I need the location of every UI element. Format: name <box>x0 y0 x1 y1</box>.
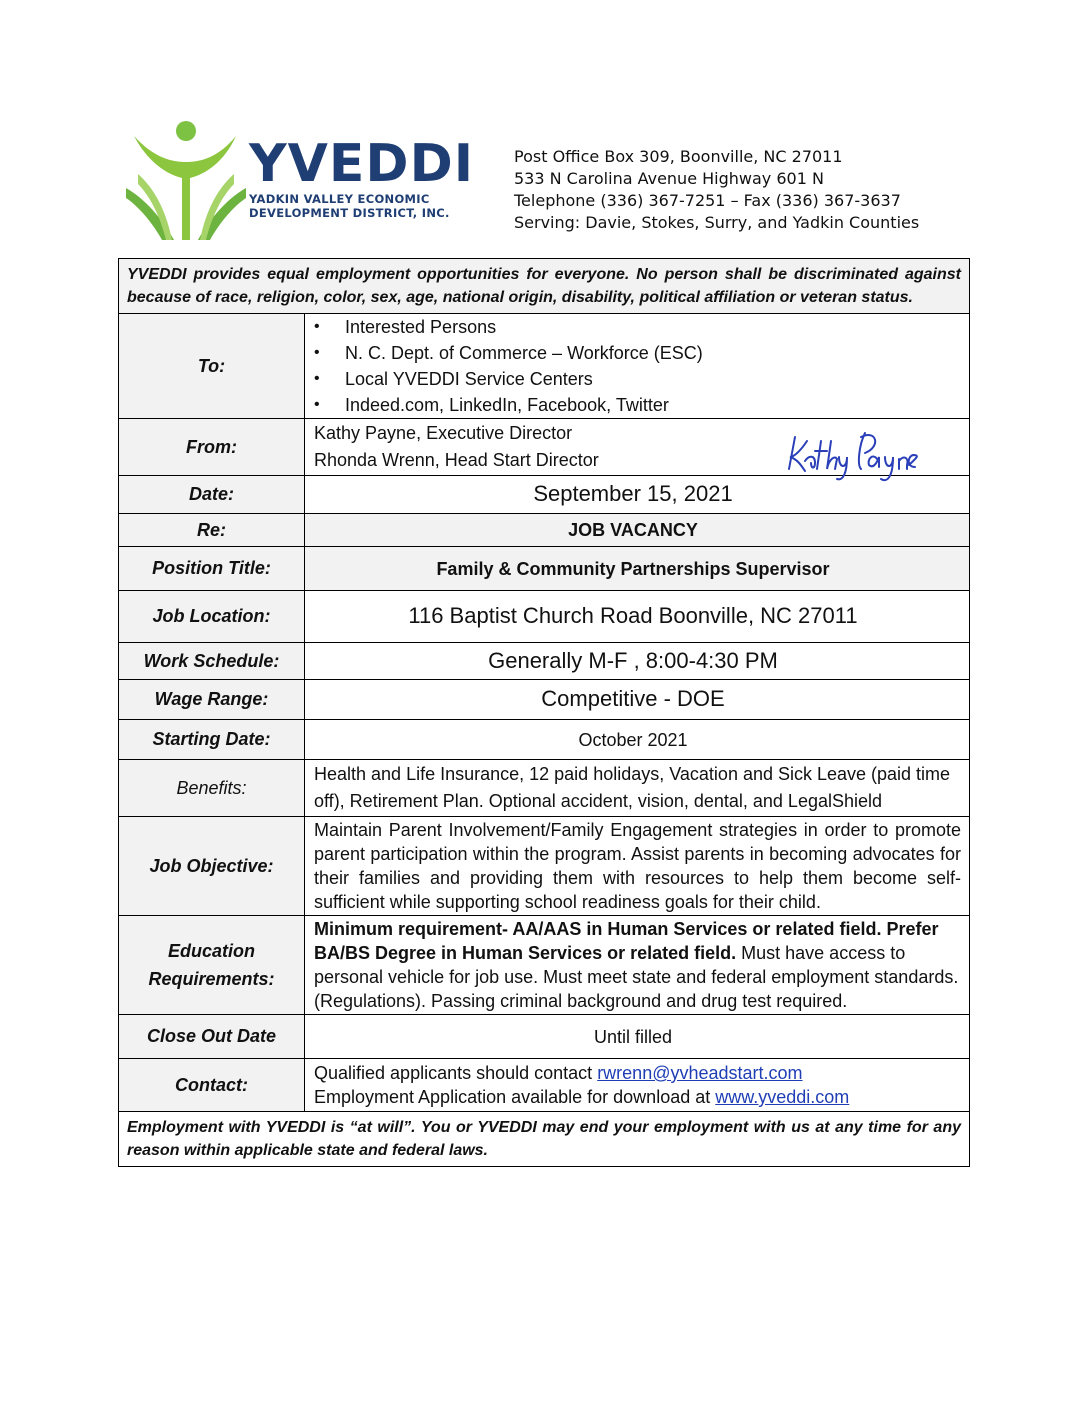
contact-value <box>305 1059 970 1112</box>
benefits-label: Benefits: <box>119 760 305 817</box>
education-label-line1: Education <box>167 941 255 961</box>
to-recipients <box>305 314 970 419</box>
starting-date-label: Starting Date: <box>119 720 305 760</box>
education-minimum: Minimum requirement- AA/AAS in Human Services or related field. <box>314 919 887 939</box>
address-line: Telephone (336) 367-7251 – Fax (336) 367-3637 <box>514 191 901 210</box>
wage-range-value <box>305 680 970 720</box>
logo-name: YVEDDI <box>249 134 475 194</box>
from-line-2: Rhonda Wrenn, Head Start Director <box>314 450 599 470</box>
job-location-value <box>305 591 970 643</box>
wage-range-label: Wage Range: <box>119 680 305 720</box>
job-location-label: Job Location: <box>119 591 305 643</box>
job-location-text: 116 Baptist Church Road Boonville, NC 27011 <box>408 603 858 628</box>
starting-date-value: October 2021 <box>305 720 970 760</box>
recipient-item: • N. C. Dept. of Commerce – Workforce (ESC) <box>314 340 961 366</box>
job-objective-value: Maintain Parent Involvement/Family Engagement strategies in order to promote parent participation within the program. Assist parents in becoming advocates for their families and providing them with resources to help them become self-sufficient while supporting school readiness goals for their child. <box>305 817 970 916</box>
logo-subtitle-line1: YADKIN VALLEY ECONOMIC <box>249 192 430 206</box>
close-out-date-value: Until filled <box>305 1015 970 1059</box>
leaf-person-icon <box>124 118 249 242</box>
contact-email-link[interactable]: rwrenn@yvheadstart.com <box>597 1063 803 1083</box>
address-line: 533 N Carolina Avenue Highway 601 N <box>514 169 824 188</box>
address-block <box>514 146 919 234</box>
address-line: Serving: Davie, Stokes, Surry, and Yadkin Counties <box>514 213 920 232</box>
contact-label: Contact: <box>119 1059 305 1112</box>
work-schedule-text: Generally M-F , 8:00-4:30 PM <box>488 647 778 673</box>
equal-opportunity-notice: YVEDDI provides equal employment opportunities for everyone. No person shall be discriminated against because of race, religion, color, sex, age, national origin, disability, political affiliation or veteran status. <box>119 259 970 314</box>
work-schedule-label: Work Schedule: <box>119 643 305 680</box>
at-will-notice: Employment with YVEDDI is “at will”. You or YVEDDI may end your employment with us at any time for any reason within applicable state and federal laws. <box>119 1112 970 1167</box>
education-other: Must have access to personal vehicle for job use. Must meet state and federal employment standards. (Regulations). Passing criminal background and drug test required. <box>314 943 959 1011</box>
contact-line2-text: Employment Application available for download at <box>314 1087 716 1107</box>
from-line-1: Kathy Payne, Executive Director <box>314 423 573 443</box>
website-link[interactable]: www.yveddi.com <box>715 1087 850 1107</box>
position-title-label: Position Title: <box>119 547 305 591</box>
position-title-value: Family & Community Partnerships Supervisor <box>305 547 970 591</box>
from-value <box>305 419 970 476</box>
recipient-item: • Indeed.com, LinkedIn, Facebook, Twitter <box>314 392 961 418</box>
contact-line1-text: Qualified applicants should contact <box>314 1063 598 1083</box>
job-objective-label: Job Objective: <box>119 817 305 916</box>
re-value: JOB VACANCY <box>305 514 970 547</box>
yveddi-logo <box>124 118 475 242</box>
to-label: To: <box>119 314 305 419</box>
job-vacancy-table <box>118 258 970 1167</box>
date-text: September 15, 2021 <box>533 481 733 506</box>
close-out-date-label: Close Out Date <box>119 1015 305 1059</box>
date-label: Date: <box>119 476 305 514</box>
wage-range-text: Competitive - DOE <box>541 686 725 711</box>
benefits-value: Health and Life Insurance, 12 paid holidays, Vacation and Sick Leave (paid time off), Retirement Plan. Optional accident, vision, dental, and LegalShield <box>305 760 970 817</box>
education-preferred: Prefer BA/BS Degree in Human Services or related field. <box>314 919 939 963</box>
logo-subtitle-line2: DEVELOPMENT DISTRICT, INC. <box>249 206 450 220</box>
recipient-item: • Local YVEDDI Service Centers <box>314 366 961 392</box>
education-label <box>119 916 305 1015</box>
signature-image <box>781 425 921 483</box>
from-label: From: <box>119 419 305 476</box>
education-label-line2: Requirements: <box>148 969 275 989</box>
address-line: Post Office Box 309, Boonville, NC 27011 <box>514 147 843 166</box>
education-value <box>305 916 970 1015</box>
recipient-item: • Interested Persons <box>314 314 961 340</box>
re-label: Re: <box>119 514 305 547</box>
work-schedule-value <box>305 643 970 680</box>
